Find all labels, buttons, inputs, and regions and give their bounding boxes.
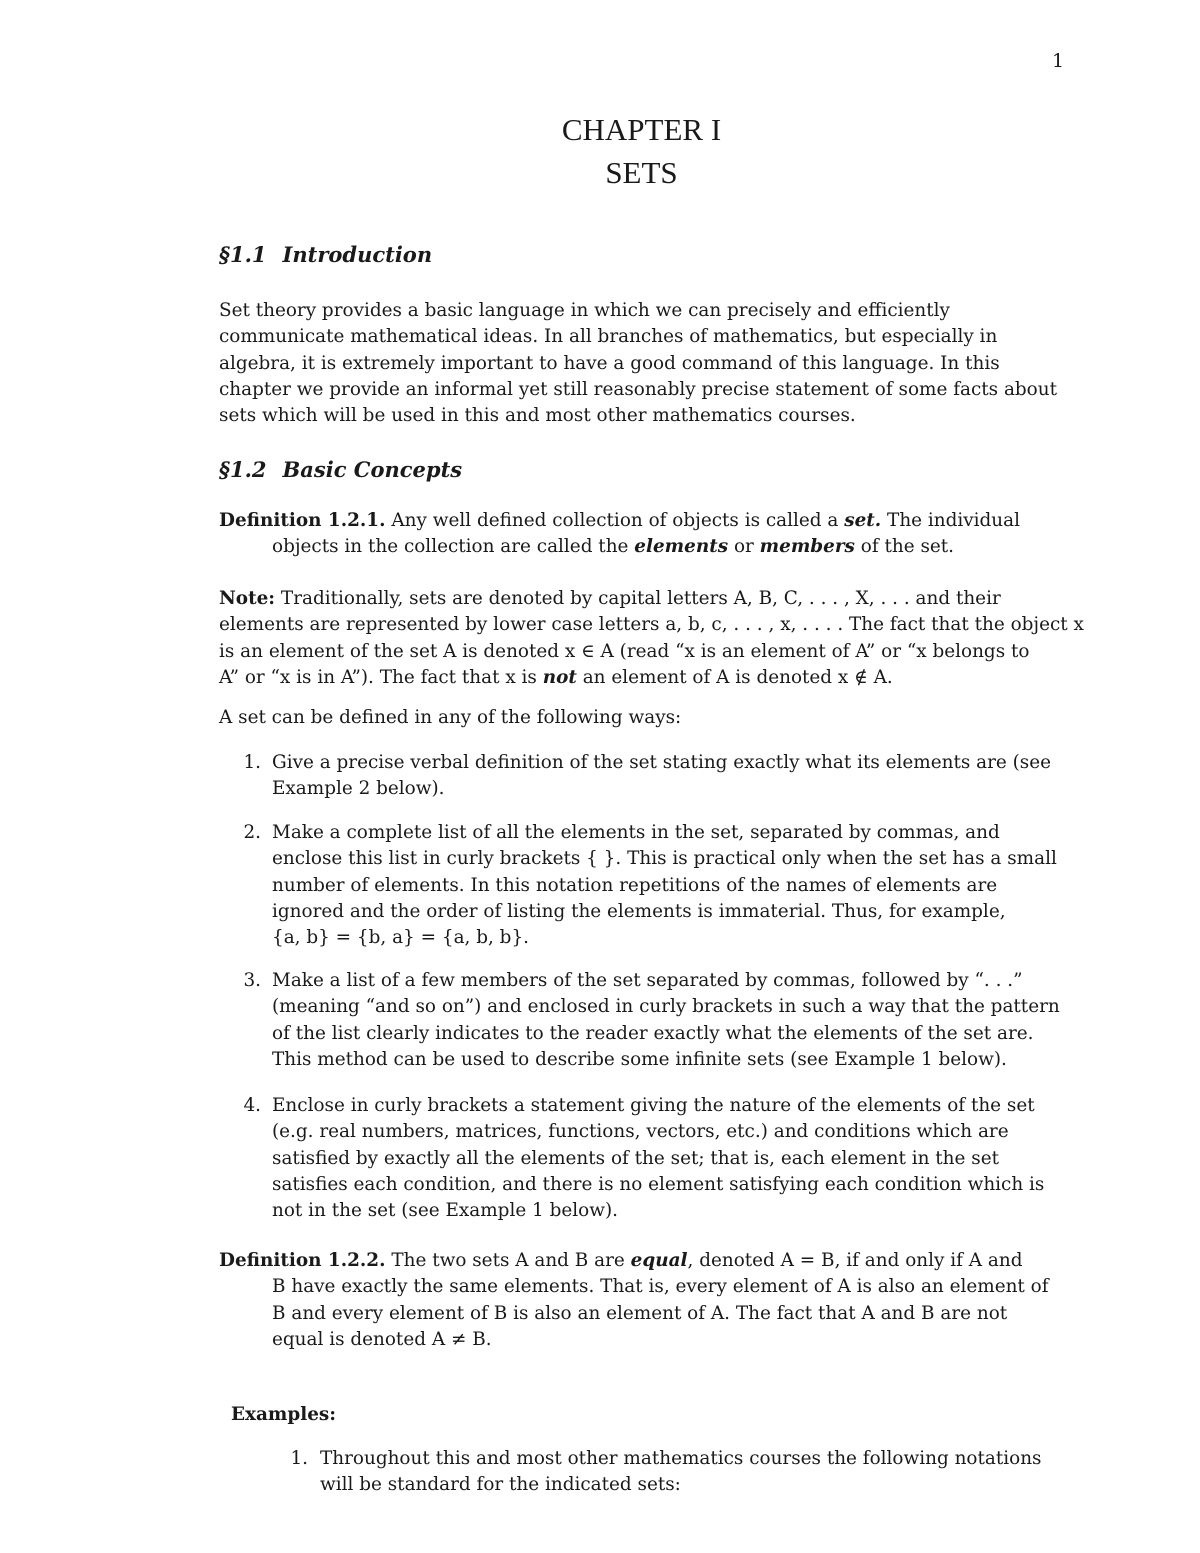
definition-1-2-2 — [219, 1248, 1049, 1353]
section-number: §1.2 — [219, 457, 267, 482]
section-number: §1.1 — [219, 242, 267, 267]
text-line: Throughout this and most other mathematics courses the following notations — [320, 1448, 1042, 1469]
section-heading-basic-concepts — [219, 457, 462, 482]
definition-text: objects in the collection are called the — [272, 536, 629, 558]
list-item-number: 1. — [290, 1448, 308, 1469]
list-item-number: 4. — [243, 1095, 261, 1116]
section-title: Introduction — [282, 242, 433, 267]
text-line: communicate mathematical ideas. In all branches of mathematics, but especially in — [219, 326, 998, 348]
list-item — [272, 968, 1060, 1073]
examples-label: Examples: — [231, 1404, 337, 1425]
intro-paragraph — [219, 298, 1057, 429]
text-line: (meaning “and so on”) and enclosed in curly brackets in such a way that the pattern — [272, 996, 1060, 1018]
text-line: {a, b} = {b, a} = {a, b, b}. — [272, 927, 530, 949]
definition-label: Definition 1.2.2. — [219, 1250, 386, 1271]
list-item-number: 3. — [243, 970, 261, 991]
note-text: an element of A is denoted x ∉ A. — [582, 666, 893, 688]
text-line: satisfies each condition, and there is no element satisfying each condition which is — [272, 1173, 1045, 1195]
list-item — [272, 750, 1051, 803]
list-item-number: 1. — [243, 752, 261, 773]
text-line: sets which will be used in this and most other mathematics courses. — [219, 405, 856, 427]
definition-text: or — [733, 536, 754, 558]
note-text: Traditionally, sets are denoted by capital letters A, B, C, . . . , X, . . . and their — [280, 588, 1001, 609]
text-line: Give a precise verbal definition of the set stating exactly what its elements are (see — [272, 752, 1052, 773]
definition-text: The two sets A and B are — [391, 1250, 625, 1271]
text-line: (e.g. real numbers, matrices, functions, vectors, etc.) and conditions which are — [272, 1121, 1009, 1143]
definition-text: The individual — [887, 510, 1021, 531]
note-text: is an element of the set A is denoted x ∈ A (read “x is an element of A” or “x belongs to — [219, 640, 1030, 662]
list-item-number: 2. — [243, 822, 261, 843]
section-heading-introduction — [219, 242, 432, 267]
chapter-number: CHAPTER I — [561, 112, 722, 147]
text-line: of the list clearly indicates to the reader exactly what the elements of the set are. — [272, 1022, 1034, 1044]
text-line: enclose this list in curly brackets { }. This is practical only when the set has a small — [272, 848, 1057, 870]
definition-text: B have exactly the same elements. That is, every element of A is also an element of — [272, 1276, 1049, 1298]
emphasis-term: not — [542, 666, 577, 688]
text-line: This method can be used to describe some infinite sets (see Example 1 below). — [272, 1048, 1007, 1070]
list-item — [272, 820, 1057, 951]
note-text: A” or “x is in A”). The fact that x is — [219, 666, 537, 688]
text-line: algebra, it is extremely important to have a good command of this language. In this — [219, 352, 1000, 374]
page-number: 1 — [1052, 50, 1065, 72]
text-line: not in the set (see Example 1 below). — [272, 1200, 618, 1222]
text-line: will be standard for the indicated sets: — [320, 1474, 681, 1496]
list-item — [272, 1093, 1044, 1224]
note-label: Note: — [219, 588, 276, 609]
emphasis-term: equal — [630, 1250, 688, 1271]
emphasis-term: set. — [844, 510, 882, 531]
definition-text: Any well defined collection of objects is called a — [391, 510, 839, 531]
note-paragraph — [219, 586, 1084, 691]
text-line: satisfied by exactly all the elements of the set; that is, each element in the set — [272, 1147, 999, 1169]
chapter-title: SETS — [605, 155, 678, 190]
text-line: number of elements. In this notation repetitions of the names of elements are — [272, 874, 998, 896]
text-line: Set theory provides a basic language in which we can precisely and efficiently — [219, 300, 950, 321]
definition-text: equal is denoted A ≠ B. — [272, 1328, 492, 1350]
text-line: ignored and the order of listing the elements is immaterial. Thus, for example, — [272, 900, 1006, 922]
text-line: Enclose in curly brackets a statement giving the nature of the elements of the set — [272, 1095, 1035, 1116]
text-line: Example 2 below). — [272, 778, 445, 800]
section-title: Basic Concepts — [282, 457, 463, 482]
definition-1-2-1 — [219, 508, 1020, 561]
ways-intro: A set can be defined in any of the following ways: — [219, 707, 682, 728]
definition-text: of the set. — [860, 536, 955, 558]
note-text: elements are represented by lower case letters a, b, c, . . . , x, . . . . The fact that the object x — [219, 614, 1084, 636]
text-line: Make a list of a few members of the set separated by commas, followed by “. . .” — [272, 970, 1023, 991]
definition-text: B and every element of B is also an element of A. The fact that A and B are not — [272, 1302, 1008, 1324]
text-line: Make a complete list of all the elements in the set, separated by commas, and — [272, 822, 1000, 843]
emphasis-term: members — [759, 536, 855, 558]
emphasis-term: elements — [634, 536, 729, 558]
definition-text: , denoted A = B, if and only if A and — [687, 1250, 1023, 1271]
definition-label: Definition 1.2.1. — [219, 510, 386, 531]
example-item — [320, 1446, 1041, 1499]
text-line: chapter we provide an informal yet still reasonably precise statement of some facts about — [219, 378, 1057, 400]
